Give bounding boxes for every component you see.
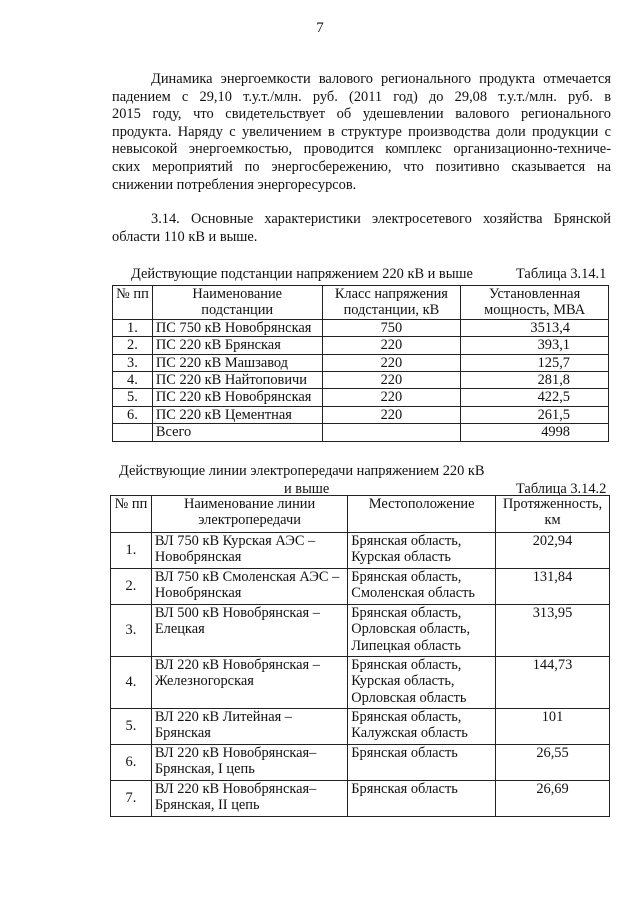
cell-line-name: ВЛ 220 кВ Новобрянская– Брянская, I цепь [151,745,347,781]
cell-number: 4. [113,372,153,389]
power-lines-table [110,495,610,817]
header-length: Протяженность, км [496,496,610,533]
cell-number: 1. [113,319,153,336]
paragraph-line: падением с 29,10 т.у.т./млн. руб. (2011 год) до 29,08 т.у.т./млн. руб. в [112,88,611,105]
table-row [111,533,610,569]
table-row [113,389,609,406]
cell-number: 4. [111,657,152,709]
header-location: Местоположение [348,496,496,533]
cell-line-name: ВЛ 220 кВ Новобрянская– Брянская, II цепь [151,781,347,817]
cell-number: 1. [111,533,152,569]
paragraph-line: 3.14. Основные характеристики электросетевого хозяйства Брянской [151,211,611,227]
table-row [111,657,610,709]
cell-voltage: 220 [322,337,461,354]
table-row [113,337,609,354]
cell-substation: ПС 220 кВ Новобрянская [152,389,322,406]
cell-substation: ПС 220 кВ Машзавод [152,354,322,371]
table-header-row [113,286,609,320]
cell-number: 6. [113,406,153,423]
cell-voltage: 750 [322,319,461,336]
cell-substation: ПС 220 кВ Найтоповичи [152,372,322,389]
table2-label: Таблица 3.14.2 [516,481,607,497]
cell-capacity: 125,7 [461,354,609,371]
cell-location: Брянская область [348,745,496,781]
cell-number: 3. [113,354,153,371]
header-installed-capacity: Установленная мощность, МВА [461,286,609,320]
cell-length: 144,73 [496,657,610,709]
table-row [113,319,609,336]
paragraph-line: Динамика энергоемкости валового регионального продукта отмечается [151,71,611,87]
cell-voltage: 220 [322,354,461,371]
section-heading-3-14 [112,211,611,246]
cell-empty [113,424,153,441]
header-number: № пп [111,496,152,533]
table1-label: Таблица 3.14.1 [516,266,607,282]
total-label: Всего [152,424,322,441]
table-total-row [113,424,609,441]
cell-line-name: ВЛ 750 кВ Курская АЭС – Новобрянская [151,533,347,569]
paragraph-line: невысокой энергоемкостью, проводится комплекс организационно-техниче- [112,141,611,158]
table-row [113,406,609,423]
header-substation-name: Наименование подстанции [152,286,322,320]
cell-voltage: 220 [322,406,461,423]
header-voltage-class: Класс напряжения подстанции, кВ [322,286,461,320]
cell-capacity: 422,5 [461,389,609,406]
paragraph-line: области 110 кВ и выше. [112,228,258,245]
cell-number: 5. [111,709,152,745]
header-line-name: Наименование линии электропередачи [151,496,347,533]
cell-number: 3. [111,605,152,657]
cell-line-name: ВЛ 500 кВ Новобрянская – Елецкая [151,605,347,657]
cell-capacity: 3513,4 [461,319,609,336]
table-header-row [111,496,610,533]
total-value: 4998 [461,424,609,441]
cell-line-name: ВЛ 220 кВ Литейная – Брянская [151,709,347,745]
table-row [113,372,609,389]
table-row [111,709,610,745]
cell-number: 7. [111,781,152,817]
paragraph-line: снижении потребления энергоресурсов. [112,176,357,193]
substations-table [112,285,609,442]
page-number: 7 [316,20,324,36]
table2-caption-line2: и выше [284,481,330,497]
cell-capacity: 261,5 [461,406,609,423]
cell-capacity: 393,1 [461,337,609,354]
table-row [111,745,610,781]
cell-number: 2. [111,569,152,605]
cell-number: 6. [111,745,152,781]
cell-location: Брянская область [348,781,496,817]
table-row [111,569,610,605]
header-number: № пп [113,286,153,320]
cell-length: 202,94 [496,533,610,569]
paragraph-line: 2015 году, что свидетельствует об удешевлении валового регионального [112,106,611,123]
cell-location: Брянская область, Калужская область [348,709,496,745]
cell-substation: ПС 220 кВ Брянская [152,337,322,354]
cell-location: Брянская область, Смоленская область [348,569,496,605]
table2-caption-line1: Действующие линии электропередачи напряжением 220 кВ [119,463,485,479]
table-row [113,354,609,371]
cell-location: Брянская область, Курская область [348,533,496,569]
cell-capacity: 281,8 [461,372,609,389]
cell-location: Брянская область, Курская область, Орловская область [348,657,496,709]
cell-length: 313,95 [496,605,610,657]
cell-location: Брянская область, Орловская область, Липецкая область [348,605,496,657]
table-row [111,781,610,817]
cell-length: 131,84 [496,569,610,605]
paragraph-energy-intensity [112,71,611,194]
cell-length: 26,69 [496,781,610,817]
table1-caption: Действующие подстанции напряжением 220 кВ и выше [131,266,473,282]
paragraph-line: ских мероприятий по энергосбережению, что позитивно сказывается на [112,158,611,175]
table-row [111,605,610,657]
cell-substation: ПС 750 кВ Новобрянская [152,319,322,336]
paragraph-line: продукта. Наряду с увеличением в структуре производства доли продукции с [112,123,611,140]
cell-empty [322,424,461,441]
cell-length: 26,55 [496,745,610,781]
cell-number: 2. [113,337,153,354]
cell-line-name: ВЛ 750 кВ Смоленская АЭС – Новобрянская [151,569,347,605]
cell-substation: ПС 220 кВ Цементная [152,406,322,423]
cell-voltage: 220 [322,372,461,389]
cell-number: 5. [113,389,153,406]
cell-voltage: 220 [322,389,461,406]
cell-line-name: ВЛ 220 кВ Новобрянская – Железногорская [151,657,347,709]
cell-length: 101 [496,709,610,745]
